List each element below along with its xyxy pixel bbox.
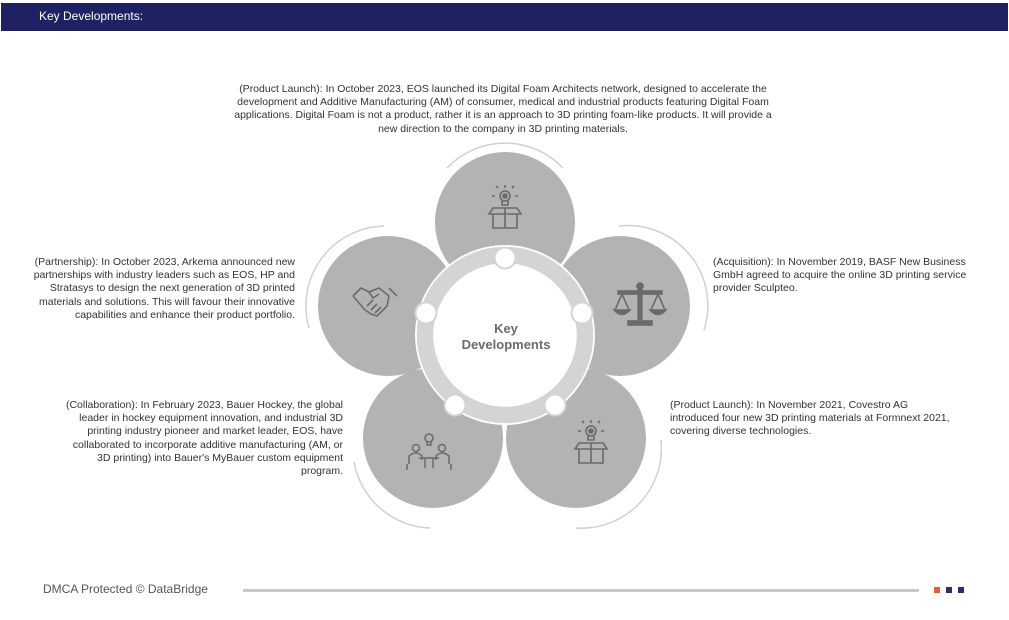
center-title-line2: Developments [461,337,551,352]
footer-square-orange [934,587,940,593]
ring-node-bottom-right [545,395,566,416]
ring-node-right [572,303,593,324]
note-product-launch-covestro: (Product Launch): In November 2021, Covestro AG introduced four new 3D printing materials at Formnext 2021, covering diverse technologies. [670,399,950,438]
ring-node-top [495,248,516,269]
footer-divider [243,589,919,592]
footer-copyright: DMCA Protected © DataBridge [43,582,208,596]
center-title-line1: Key [494,321,518,336]
note-acquisition-basf: (Acquisition): In November 2019, BASF New Business GmbH agreed to acquire the online 3D printing service provider Sculpteo. [713,256,967,295]
note-partnership-arkema: (Partnership): In October 2023, Arkema announced new partnerships with industry leaders such as EOS, HP and Stratasys to design the next generation of 3D printed materials and solutions. This will favour their innovative capabilities and enhance their product portfolio. [33,256,295,321]
ring-node-left [416,303,437,324]
ring-node-bottom-left [445,395,466,416]
footer-square-navy-1 [946,587,952,593]
note-product-launch-eos: (Product Launch): In October 2023, EOS launched its Digital Foam Architects network, designed to accelerate the development and Additive Manufacturing (AM) of consumer, medical and industrial products featuring Digital Foam applications. Digital Foam is not a product, rather it is an approach to 3D printing foam-like products. It will provide a new direction to the company in 3D printing materials. [234,83,772,135]
header-title: Key Developments: [39,9,144,23]
footer-square-navy-2 [958,587,964,593]
note-collaboration-bauer: (Collaboration): In February 2023, Bauer Hockey, the global leader in hockey equipment innovation, and industrial 3D printing industry pioneer and market leader, EOS, have collaborated to incorporate additive manufacturing (AM, or 3D printing) into Bauer's MyBauer custom equipment program. [65,399,343,478]
